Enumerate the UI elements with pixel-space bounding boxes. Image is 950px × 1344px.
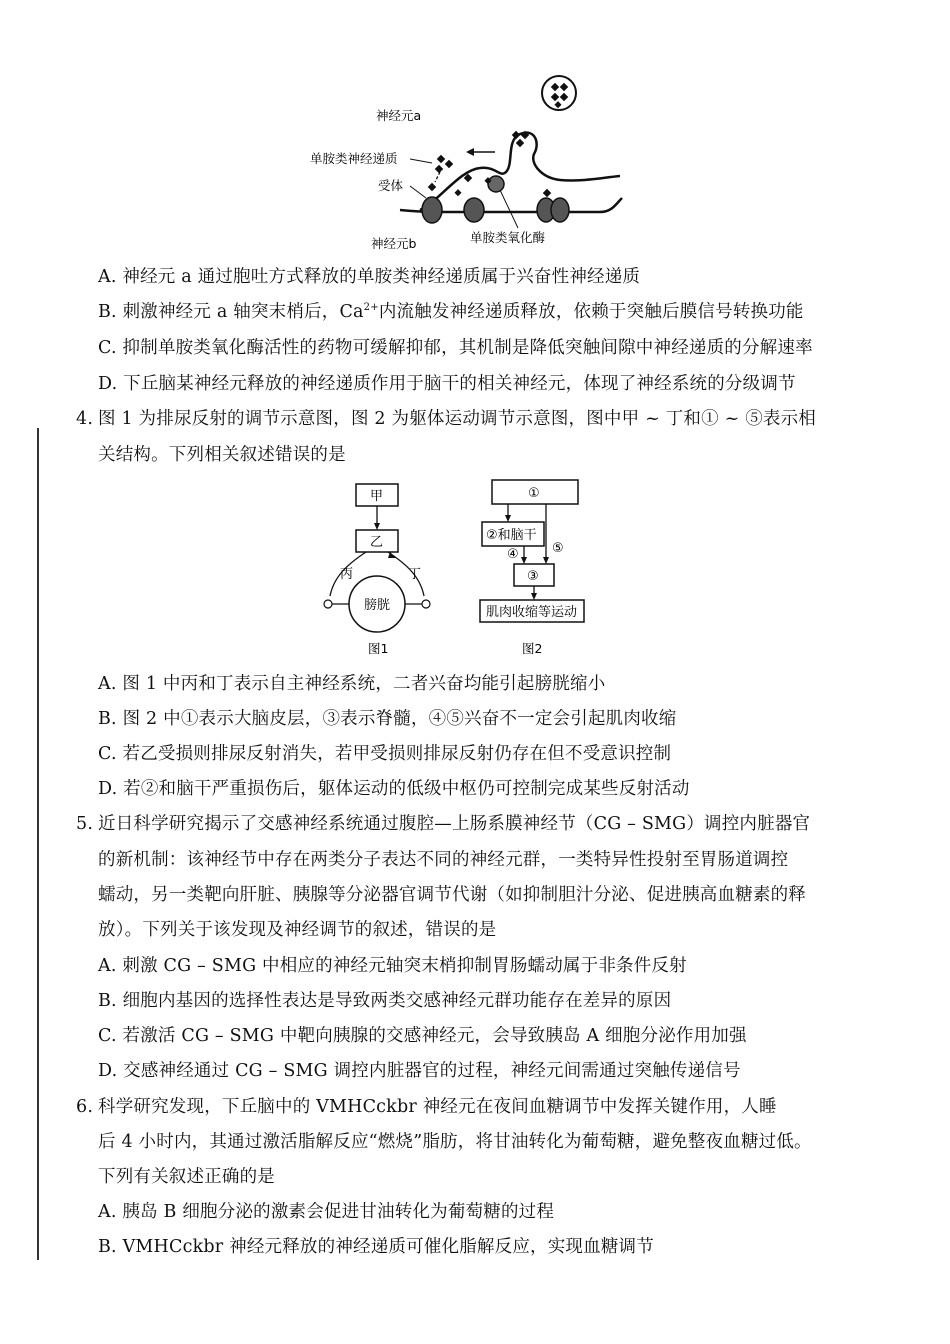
- fig2-caption: 图2: [522, 641, 543, 656]
- q3-option-d: D. 下丘脑某神经元释放的神经递质作用于脑干的相关神经元，体现了神经系统的分级调节: [98, 374, 796, 394]
- label-receptor: 受体: [378, 178, 404, 193]
- fig1-box-mid: 乙: [370, 535, 384, 550]
- margin-line: [37, 428, 39, 1260]
- q3-option-c: C. 抑制单胺类氧化酶活性的药物可缓解抑郁，其机制是降低突触间隙中神经递质的分解速率: [98, 338, 813, 358]
- fig1-box-top: 甲: [370, 489, 384, 504]
- q6-stem-line2: 后 4 小时内，其通过激活脂解反应“燃烧”脂肪，将甘油转化为葡萄糖，避免整夜血糖过低。: [98, 1132, 812, 1152]
- q3-option-b: B. 刺激神经元 a 轴突末梢后，$Ca^{2+}$内流触发神经递质释放，依赖于突触后膜信号转换功能: [98, 302, 804, 322]
- q6-option-b: B. VMHCckbr 神经元释放的神经递质可催化脂解反应，实现血糖调节: [98, 1237, 654, 1257]
- q4-stem-line1: 图 1 为排尿反射的调节示意图，图 2 为躯体运动调节示意图，图中甲 ~ 丁和① ~ ⑤表示相: [98, 409, 816, 429]
- q5-number: 5.: [76, 814, 94, 834]
- q5-option-b: B. 细胞内基因的选择性表达是导致两类交感神经元群功能存在差异的原因: [98, 991, 672, 1011]
- fig2-label5: ⑤: [552, 541, 564, 556]
- q4-stem-line2: 关结构。下列相关叙述错误的是: [98, 445, 346, 465]
- q6-stem-line1: 科学研究发现，下丘脑中的 VMHCckbr 神经元在夜间血糖调节中发挥关键作用，人睡: [98, 1097, 777, 1117]
- label-neuron-b: 神经元b: [371, 236, 417, 251]
- receptors: [422, 197, 569, 223]
- q6-number: 6.: [76, 1097, 94, 1117]
- label-enzyme: 单胺类氧化酶: [470, 230, 546, 245]
- label-neuron-a: 神经元a: [376, 108, 422, 123]
- q5-stem-line2: 的新机制：该神经节中存在两类分子表达不同的神经元群，一类特异性投射至胃肠道调控: [98, 850, 789, 870]
- q4-option-b: B. 图 2 中①表示大脑皮层，③表示脊髓，④⑤兴奋不一定会引起肌肉收缩: [98, 709, 677, 729]
- q4-option-d: D. 若②和脑干严重损伤后，躯体运动的低级中枢仍可控制完成某些反射活动: [98, 779, 690, 799]
- enzyme-mao: [484, 176, 504, 192]
- q4-number: 4.: [76, 409, 94, 429]
- fig1-organ: 膀胱: [364, 598, 391, 613]
- q6-option-a: A. 胰岛 B 细胞分泌的激素会促进甘油转化为葡萄糖的过程: [98, 1202, 555, 1222]
- q5-stem-line1: 近日科学研究揭示了交感神经系统通过腹腔—上肠系膜神经节（CG – SMG）调控内脏器官: [98, 814, 811, 834]
- q4-option-c: C. 若乙受损则排尿反射消失，若甲受损则排尿反射仍存在但不受意识控制: [98, 744, 672, 764]
- q5-option-a: A. 刺激 CG – SMG 中相应的神经元轴突末梢抑制胃肠蠕动属于非条件反射: [98, 956, 687, 976]
- fig2-box1: ①: [528, 486, 540, 501]
- label-transmitter: 单胺类神经递质: [310, 151, 398, 166]
- fig2-box2: ②和脑干: [486, 528, 537, 543]
- fig1-caption: 图1: [368, 641, 389, 656]
- figure-2-motor-control: [474, 478, 634, 658]
- fig2-box-bottom: 肌肉收缩等运动: [486, 605, 578, 620]
- q6-stem-line3: 下列有关叙述正确的是: [98, 1167, 275, 1187]
- fig1-right-label: 丁: [408, 567, 422, 582]
- fig2-label4: ④: [507, 547, 519, 562]
- figure-1-urination-reflex: [320, 478, 440, 658]
- q4-option-a: A. 图 1 中丙和丁表示自主神经系统，二者兴奋均能引起膀胱缩小: [98, 674, 606, 694]
- fig1-left-label: 丙: [340, 567, 354, 582]
- q3-option-a: A. 神经元 a 通过胞吐方式释放的单胺类神经递质属于兴奋性神经递质: [98, 267, 641, 287]
- q5-stem-line4: 放）。下列关于该发现及神经调节的叙述，错误的是: [98, 920, 497, 940]
- q5-option-d: D. 交感神经通过 CG – SMG 调控内脏器官的过程，神经元间需通过突触传递信号: [98, 1061, 741, 1081]
- q5-stem-line3: 蠕动，另一类靶向肝脏、胰腺等分泌器官调节代谢（如抑制胆汁分泌、促进胰高血糖素的释: [98, 885, 806, 905]
- q5-option-c: C. 若激活 CG – SMG 中靶向胰腺的交感神经元，会导致胰岛 A 细胞分泌作用加强: [98, 1026, 747, 1046]
- fig2-box3: ③: [527, 569, 539, 584]
